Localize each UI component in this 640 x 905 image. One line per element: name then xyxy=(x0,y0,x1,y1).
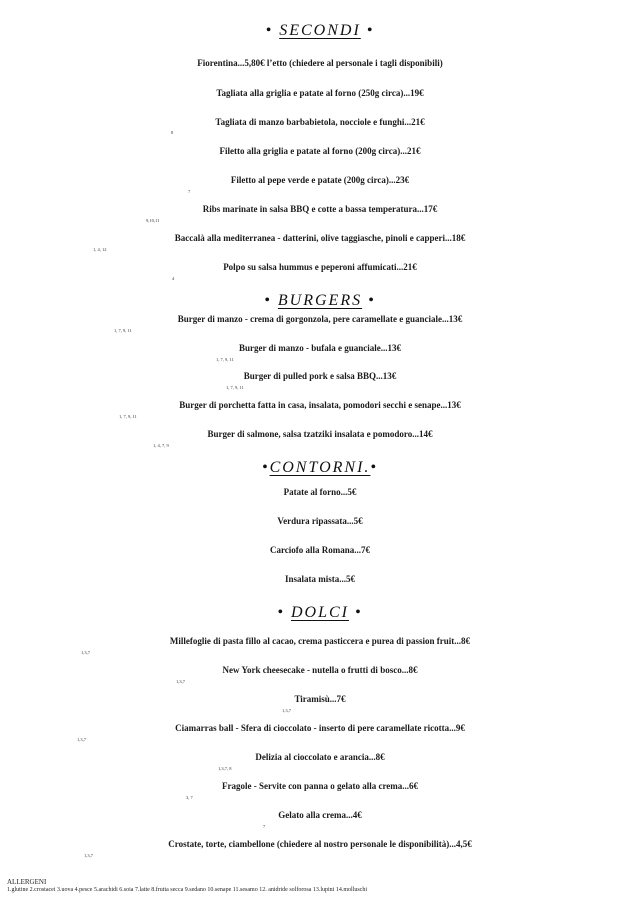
allergen-codes: 1, 7, 9, 11 xyxy=(226,385,244,390)
allergen-codes: 1,3,7, 8 xyxy=(218,766,232,771)
menu-item: New York cheesecake - nutella o frutti di bosco...8€ xyxy=(222,665,418,675)
menu-item: Millefoglie di pasta fillo al cacao, crema pasticcera e purea di passion fruit...8€ xyxy=(169,636,471,646)
menu-item: Polpo su salsa hummus e peperoni affumicati...21€ xyxy=(223,262,417,272)
menu-item: Burger di manzo - bufala e guanciale...13€ xyxy=(238,343,402,353)
menu-item: Verdura ripassata...5€ xyxy=(277,516,363,526)
section-title-burgers: • BURGERS • xyxy=(264,292,376,309)
allergen-codes: 1,3,7 xyxy=(81,650,90,655)
allergen-codes: 1, 7, 9, 11 xyxy=(114,328,132,333)
allergens-heading: ALLERGENI xyxy=(7,878,47,886)
allergen-codes: 1, 4, 7, 9 xyxy=(153,443,169,448)
allergens-legend: 1.glutine 2.crostacei 3.uova 4.pesce 5.arachidi 6.soia 7.latte 8.frutta secca 9.sedano 10.senape 11.sesamo 12. anidride solforosa 13.lupini 14.molluschi xyxy=(7,887,368,893)
section-label: DOLCI xyxy=(290,604,349,621)
menu-item: Carciofo alla Romana...7€ xyxy=(269,545,371,555)
menu-item: Tagliata alla griglia e patate al forno (250g circa)...19€ xyxy=(216,88,424,98)
menu-item: Delizia al cioccolato e arancia...8€ xyxy=(255,752,385,762)
allergen-codes: 9,10,11 xyxy=(146,218,160,223)
menu-item: Ciamarras ball - Sfera di cioccolato - inserto di pere caramellate ricotta...9€ xyxy=(175,723,465,733)
menu-item: Burger di manzo - crema di gorgonzola, pere caramellate e guanciale...13€ xyxy=(177,314,463,324)
section-title-dolci: • DOLCI • xyxy=(277,604,363,621)
menu-item: Burger di porchetta fatta in casa, insalata, pomodori secchi e senape...13€ xyxy=(179,400,461,410)
section-label: BURGERS xyxy=(277,292,363,309)
section-label: SECONDI xyxy=(279,22,361,39)
allergen-codes: 7 xyxy=(188,189,191,194)
section-title-secondi: • SECONDI • xyxy=(265,22,375,39)
allergen-codes: 1, 7, 9, 11 xyxy=(216,357,234,362)
menu-item: Ribs marinate in salsa BBQ e cotte a bassa temperatura...17€ xyxy=(202,204,438,214)
section-label: CONTORNI. xyxy=(269,459,371,476)
menu-item: Burger di pulled pork e salsa BBQ...13€ xyxy=(243,371,397,381)
menu-item: Fiorentina...5,80€ l’etto (chiedere al personale i tagli disponibili) xyxy=(197,58,443,68)
menu-item: Filetto alla griglia e patate al forno (200g circa)...21€ xyxy=(219,146,421,156)
allergen-codes: 1, 7, 9, 11 xyxy=(119,414,137,419)
menu-item: Tagliata di manzo barbabietola, nocciole e funghi...21€ xyxy=(215,117,425,127)
menu-item: Crostate, torte, ciambellone (chiedere al nostro personale le disponibilità)...4,5€ xyxy=(168,839,472,849)
allergen-codes: 1, 4, 12 xyxy=(93,247,107,252)
allergen-codes: 1,3,7 xyxy=(176,679,185,684)
menu-item: Baccalà alla mediterranea - datterini, olive taggiasche, pinoli e capperi...18€ xyxy=(174,233,466,243)
allergen-codes: 1,3,7 xyxy=(77,737,86,742)
menu-item: Insalata mista...5€ xyxy=(284,574,355,584)
allergen-codes: 3, 7 xyxy=(186,795,193,800)
menu-item: Filetto al pepe verde e patate (200g circa)...23€ xyxy=(230,175,410,185)
allergen-codes: 1,3,7 xyxy=(84,853,93,858)
menu-item: Fragole - Servite con panna o gelato alla crema...6€ xyxy=(221,781,419,791)
menu-item: Patate al forno...5€ xyxy=(283,487,357,497)
menu-item: Tiramisù...7€ xyxy=(294,694,346,704)
allergen-codes: 4 xyxy=(172,276,175,281)
section-title-contorni: •CONTORNI.• xyxy=(261,459,379,476)
menu-item: Burger di salmone, salsa tzatziki insalata e pomodoro...14€ xyxy=(207,429,433,439)
allergen-codes: 8 xyxy=(171,130,174,135)
allergen-codes: 1,3,7 xyxy=(282,708,291,713)
allergen-codes: 7 xyxy=(263,824,266,829)
menu-item: Gelato alla crema...4€ xyxy=(278,810,362,820)
